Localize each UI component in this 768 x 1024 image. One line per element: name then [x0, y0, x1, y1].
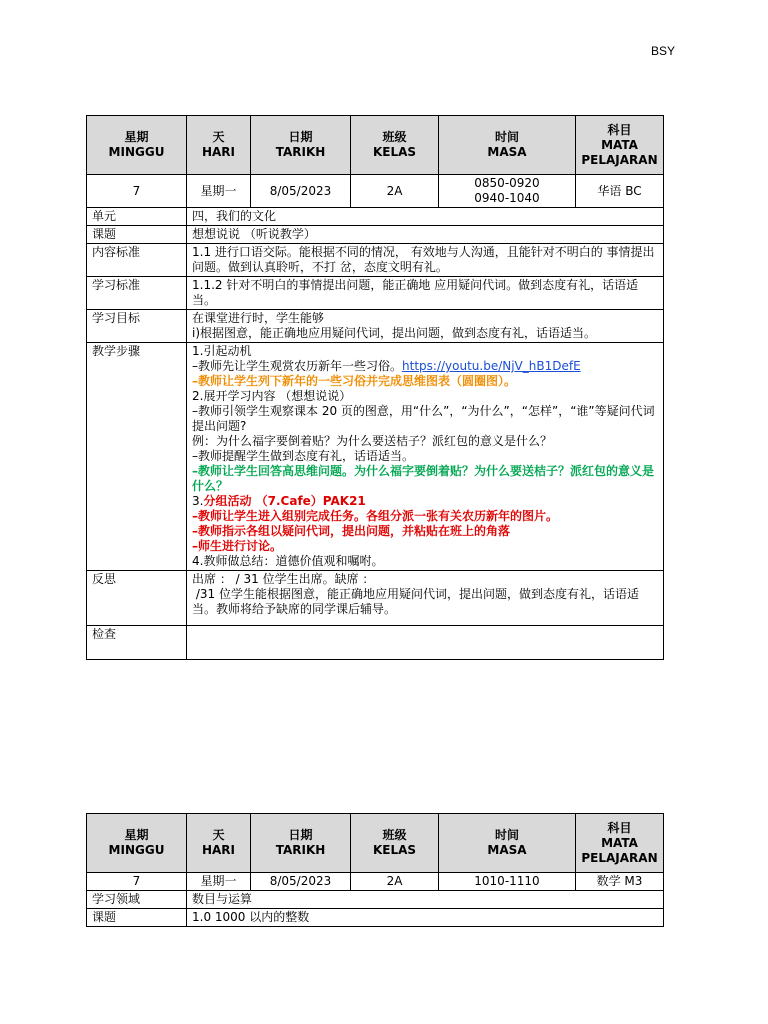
content-standard-row [87, 244, 664, 277]
objective-value: 在课堂进行时，学生能够 i)根据图意，能正确地应用疑问代词，提出问题，做到态度有礼，话语适当。 [187, 310, 664, 343]
masa-value: 0850-0920 0940-1040 [439, 175, 576, 208]
content-standard-label: 内容标准 [87, 244, 187, 277]
objective-row [87, 310, 664, 343]
col-masa: 时间 MASA [439, 814, 576, 873]
reflection-label: 反思 [87, 571, 187, 626]
step-line: –教师引领学生观察课本 20 页的图意，用“什么”，“为什么”，“怎样”，“谁”等疑问代词提出问题? [192, 404, 655, 433]
learning-standard-row [87, 277, 664, 310]
step-line: –教师提醒学生做到态度有礼，话语适当。 [192, 449, 415, 463]
field-row [87, 891, 664, 909]
topic-value: 1.0 1000 以内的整数 [187, 909, 664, 927]
col-masa: 时间 MASA [439, 116, 576, 175]
subjek-value: 华语 BC [576, 175, 664, 208]
step-line: 2.展开学习内容 （想想说说） [192, 389, 352, 403]
col-tarikh: 日期 TARIKH [251, 814, 351, 873]
tarikh-value: 8/05/2023 [251, 175, 351, 208]
col-minggu: 星期 MINGGU [87, 116, 187, 175]
step-line: –教师让学生进入组别完成任务。各组分派一张有关农历新年的图片。 [192, 509, 559, 523]
step-line: –师生进行讨论。 [192, 539, 283, 553]
step-line: –教师让学生回答高思维问题。为什么福字要倒着贴？为什么要送桔子？派红包的意义是什么？ [192, 464, 655, 493]
topic-label: 课题 [87, 226, 187, 244]
col-hari: 天 HARI [187, 814, 251, 873]
topic-value: 想想说说 （听说教学） [187, 226, 664, 244]
learning-standard-label: 学习标准 [87, 277, 187, 310]
subjek-value: 数学 M3 [576, 873, 664, 891]
learning-standard-value: 1.1.2 针对不明白的事情提出问题，能正确地 应用疑问代词。做到态度有礼，话语适当。 [187, 277, 664, 310]
masa-value: 1010-1110 [439, 873, 576, 891]
col-hari: 天 HARI [187, 116, 251, 175]
field-value: 数目与运算 [187, 891, 664, 909]
step-line: 3.分组活动 （7.Cafe）PAK21 [192, 494, 366, 508]
col-kelas: 班级 KELAS [351, 116, 439, 175]
step-line: –教师先让学生观赏农历新年一些习俗。https://youtu.be/NjV_hB1DefE [192, 359, 581, 373]
topic-label: 课题 [87, 909, 187, 927]
step-line: 1.引起动机 [192, 344, 252, 358]
steps-value [187, 343, 664, 571]
step-line: 4.教师做总结：道德价值观和嘱咐。 [192, 554, 384, 568]
table-header-row [87, 814, 664, 873]
steps-label: 教学步骤 [87, 343, 187, 571]
step-line: –教师让学生列下新年的一些习俗并完成思维图表（圆圈图）。 [192, 374, 517, 388]
check-label: 检查 [87, 626, 187, 660]
hari-value: 星期一 [187, 175, 251, 208]
step-line: –教师指示各组以疑问代词，提出问题，并粘贴在班上的角落 [192, 524, 511, 538]
tarikh-value: 8/05/2023 [251, 873, 351, 891]
header-code: BSY [650, 44, 675, 58]
minggu-value: 7 [87, 175, 187, 208]
field-label: 学习领域 [87, 891, 187, 909]
kelas-value: 2A [351, 175, 439, 208]
unit-value: 四，我们的文化 [187, 208, 664, 226]
unit-row [87, 208, 664, 226]
lesson-info-row [87, 175, 664, 208]
youtube-link[interactable]: https://youtu.be/NjV_hB1DefE [402, 359, 581, 373]
minggu-value: 7 [87, 873, 187, 891]
hari-value: 星期一 [187, 873, 251, 891]
col-subjek: 科目 MATA PELAJARAN [576, 116, 664, 175]
content-standard-value: 1.1 进行口语交际。能根据不同的情况， 有效地与人沟通，且能针对不明白的 事情提出问题。做到认真聆听，不打 岔，态度文明有礼。 [187, 244, 664, 277]
check-value [187, 626, 664, 660]
table-header-row [87, 116, 664, 175]
topic-row [87, 226, 664, 244]
lesson-plan-table-2 [86, 813, 664, 927]
steps-row [87, 343, 664, 571]
lesson-plan-table-1 [86, 115, 664, 660]
kelas-value: 2A [351, 873, 439, 891]
topic-row [87, 909, 664, 927]
step-line: 例：为什么福字要倒着贴？为什么要送桔子？派红包的意义是什么？ [192, 434, 553, 448]
col-minggu: 星期 MINGGU [87, 814, 187, 873]
lesson-info-row [87, 873, 664, 891]
objective-label: 学习目标 [87, 310, 187, 343]
col-subjek: 科目 MATA PELAJARAN [576, 814, 664, 873]
reflection-value: 出席 ： / 31 位学生出席。缺席 ： /31 位学生能根据图意，能正确地应用疑问代词，提出问题，做到态度有礼，话语适当。教师将给予缺席的同学课后辅导。 [187, 571, 664, 626]
check-row [87, 626, 664, 660]
unit-label: 单元 [87, 208, 187, 226]
col-kelas: 班级 KELAS [351, 814, 439, 873]
reflection-row [87, 571, 664, 626]
col-tarikh: 日期 TARIKH [251, 116, 351, 175]
